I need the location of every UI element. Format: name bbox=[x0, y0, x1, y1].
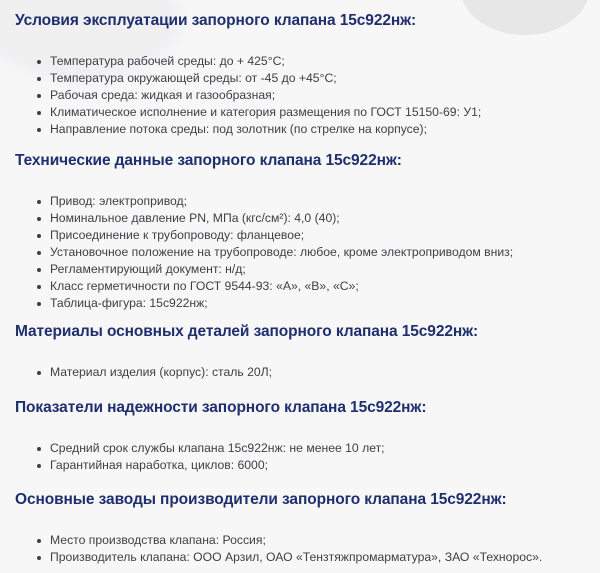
bullet-icon bbox=[37, 200, 41, 204]
list-item: Температура рабочей среды: до + 425°С; bbox=[37, 53, 481, 70]
list-item: Привод: электропривод; bbox=[37, 193, 513, 210]
list-item: Рабочая среда: жидкая и газообразная; bbox=[37, 87, 481, 104]
bullet-icon bbox=[37, 268, 41, 272]
list-item: Направление потока среды: под золотник (по стрелке на корпусе); bbox=[37, 121, 481, 138]
list-item: Климатическое исполнение и категория размещения по ГОСТ 15150-69: У1; bbox=[37, 104, 481, 121]
bullet-icon bbox=[37, 556, 41, 560]
section-title-materials: Материалы основных деталей запорного клапана 15с922нж: bbox=[15, 323, 479, 340]
list-item: Класс герметичности по ГОСТ 9544-93: «А», «В», «С»; bbox=[37, 278, 513, 295]
bullet-icon bbox=[37, 464, 41, 468]
bullet-icon bbox=[37, 539, 41, 543]
materials-list bbox=[15, 364, 272, 381]
bullet-icon bbox=[37, 447, 41, 451]
background-watermark bbox=[460, 0, 590, 35]
bullet-icon bbox=[37, 285, 41, 289]
list-item: Гарантийная наработка, циклов: 6000; bbox=[37, 457, 385, 474]
list-item: Регламентирующий документ: н/д; bbox=[37, 261, 513, 278]
list-item: Присоединение к трубопроводу: фланцевое; bbox=[37, 227, 513, 244]
bullet-icon bbox=[37, 371, 41, 375]
section-title-reliability: Показатели надежности запорного клапана 15с922нж: bbox=[15, 399, 427, 416]
bullet-icon bbox=[37, 217, 41, 221]
operating-conditions-list bbox=[15, 53, 481, 138]
list-item: Средний срок службы клапана 15с922нж: не менее 10 лет; bbox=[37, 440, 385, 457]
reliability-list bbox=[15, 440, 385, 474]
manufacturers-list bbox=[15, 532, 542, 566]
bullet-icon bbox=[37, 128, 41, 132]
technical-data-list bbox=[15, 193, 513, 312]
section-title-manufacturers: Основные заводы производители запорного клапана 15с922нж: bbox=[15, 491, 507, 508]
list-item: Номинальное давление PN, МПа (кгс/см²): 4,0 (40); bbox=[37, 210, 513, 227]
section-title-technical-data: Технические данные запорного клапана 15с922нж: bbox=[15, 152, 402, 169]
bullet-icon bbox=[37, 60, 41, 64]
bullet-icon bbox=[37, 111, 41, 115]
list-item: Установочное положение на трубопроводе: любое, кроме электроприводом вниз; bbox=[37, 244, 513, 261]
bullet-icon bbox=[37, 94, 41, 98]
list-item: Таблица-фигура: 15с922нж; bbox=[37, 295, 513, 312]
list-item: Производитель клапана: ООО Арзил, ОАО «Тензтяжпромарматура», ЗАО «Технорос». bbox=[37, 549, 542, 566]
bullet-icon bbox=[37, 302, 41, 306]
bullet-icon bbox=[37, 234, 41, 238]
list-item: Материал изделия (корпус): сталь 20Л; bbox=[37, 364, 272, 381]
list-item: Температура окружающей среды: от -45 до +45°С; bbox=[37, 70, 481, 87]
section-title-operating-conditions: Условия эксплуатации запорного клапана 15с922нж: bbox=[15, 12, 417, 29]
list-item: Место производства клапана: Россия; bbox=[37, 532, 542, 549]
bullet-icon bbox=[37, 77, 41, 81]
bullet-icon bbox=[37, 251, 41, 255]
